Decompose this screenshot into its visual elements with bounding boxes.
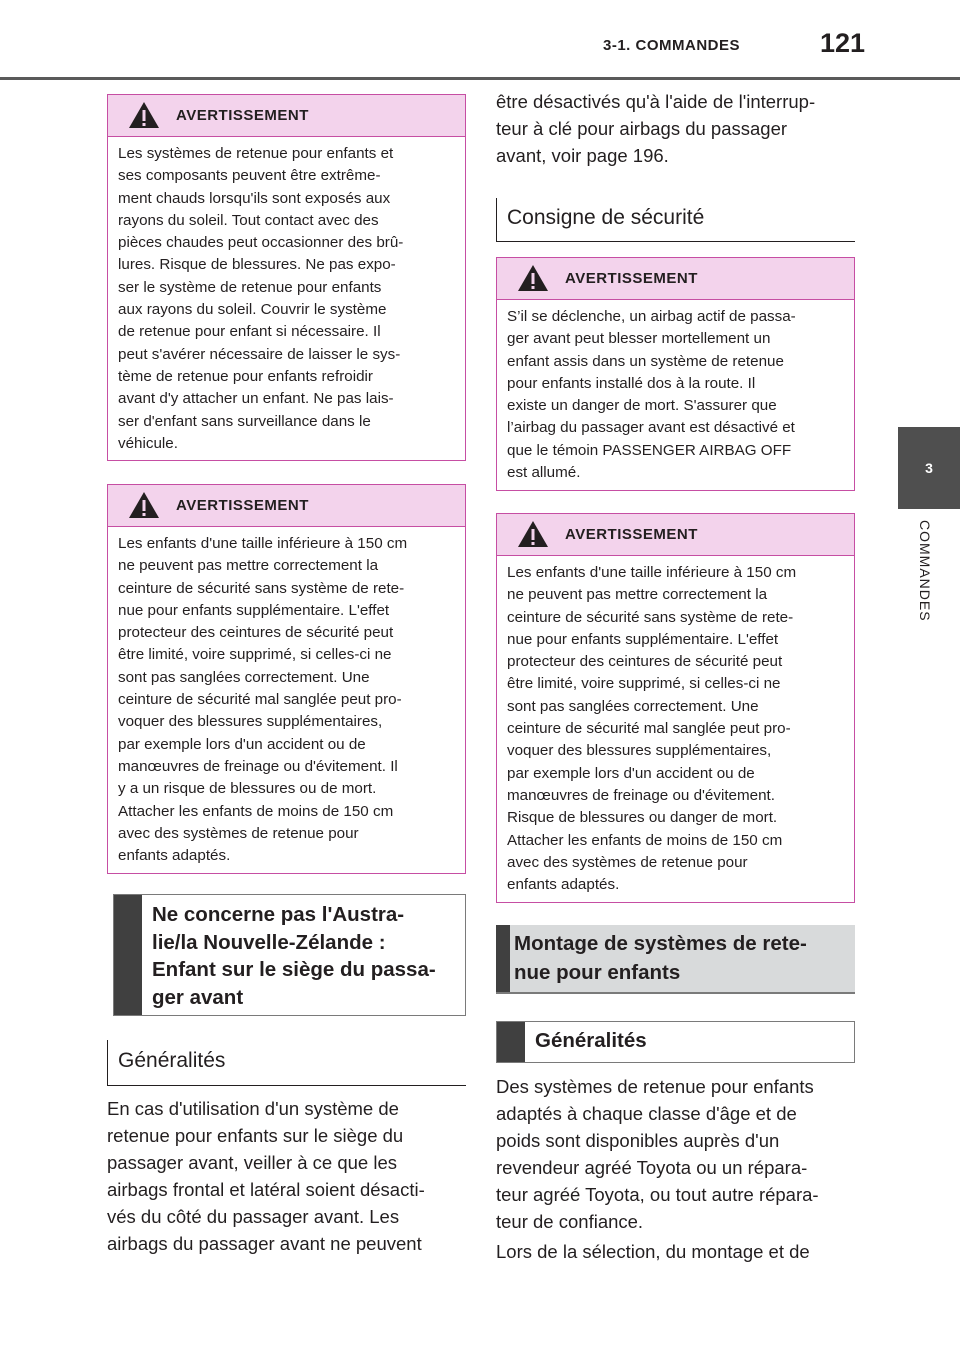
text-line: Les enfants d'une taille inférieure à 150 cm [118, 535, 408, 552]
section-heading-front-seat [113, 894, 466, 1016]
text-line: peut s'avérer nécessaire de laisser le sys- [118, 345, 401, 363]
text-line: de retenue pour enfant si nécessaire. Il [118, 323, 381, 341]
text-line: ser le système de retenue pour enfants [118, 278, 382, 296]
text-line: protecteur des ceintures de sécurité peut [507, 653, 783, 671]
text-line: rayons du soleil. Tout contact avec des [118, 211, 379, 229]
text-line: teur à clé pour airbags du passager [496, 118, 788, 139]
text-line: avant, voir page 196. [496, 145, 669, 166]
text-line: poids sont disponibles auprès d'un [496, 1130, 780, 1151]
text-line: ceinture de sécurité sans système de rete- [118, 579, 405, 597]
warning-header [497, 514, 854, 556]
warning-box-airbag [496, 257, 855, 491]
heading-bar [496, 925, 510, 992]
text-line: revendeur agréé Toyota ou un répara- [496, 1157, 808, 1178]
text-line: Attacher les enfants de moins de 150 cm [507, 831, 783, 849]
paragraph-availability [496, 1073, 856, 1235]
text-line: Les enfants d'une taille inférieure à 150 cm [507, 564, 797, 581]
warning-header [108, 95, 465, 137]
warning-triangle-icon [517, 520, 549, 548]
text-line: ceinture de sécurité mal sanglée peut pro- [507, 720, 791, 738]
text-line: vés du côté du passager avant. Les [107, 1206, 400, 1227]
text-line: véhicule. [118, 434, 178, 452]
heading-line: nue pour enfants [514, 961, 681, 984]
text-line: avec des systèmes de retenue pour [507, 853, 748, 871]
text-line: est allumé. [507, 464, 581, 482]
text-line: enfant assis dans un système de retenue [507, 352, 784, 370]
text-line: ceinture de sécurité sans système de rete- [507, 608, 794, 626]
text-line: En cas d'utilisation d'un système de [107, 1098, 399, 1119]
warning-title: AVERTISSEMENT [176, 497, 309, 514]
text-line: nue pour enfants supplémentaire. L'effet [118, 601, 390, 619]
warning-triangle-icon [517, 264, 549, 292]
warning-text [497, 556, 854, 896]
text-line: sont pas sanglées correctement. Une [507, 697, 759, 715]
header-divider [0, 77, 960, 80]
text-line: être limité, voire supprimé, si celles-ci ne [118, 646, 392, 664]
text-line: retenue pour enfants sur le siège du [107, 1125, 404, 1146]
warning-title: AVERTISSEMENT [565, 270, 698, 287]
paragraph-front-seat [107, 1095, 467, 1257]
chapter-label: COMMANDES [917, 520, 933, 622]
heading-line: ger avant [152, 985, 244, 1009]
heading-line: Ne concerne pas l'Austra- [152, 903, 405, 926]
text-line: adaptés à chaque classe d'âge et de [496, 1103, 797, 1124]
text-line: manœuvres de freinage ou d'évitement. [507, 786, 775, 804]
warning-triangle-icon [128, 491, 160, 519]
text-line: l’airbag du passager avant est désactivé et [507, 419, 795, 437]
paragraph-selection [496, 1238, 856, 1265]
subheading-safety: Consigne de sécurité [496, 198, 855, 242]
text-line: teur de confiance. [496, 1211, 644, 1232]
heading-bar [497, 1022, 525, 1062]
page-number: 121 [820, 28, 866, 58]
heading-bar [114, 895, 142, 1015]
text-line: nue pour enfants supplémentaire. L'effet [507, 630, 779, 648]
warning-text [108, 137, 465, 455]
text-line: que le témoin PASSENGER AIRBAG OFF [507, 441, 792, 459]
text-line: airbags frontal et latéral soient désacti- [107, 1179, 425, 1200]
heading-line: lie/la Nouvelle-Zélande : [152, 930, 386, 954]
warning-box-heat [107, 94, 466, 461]
text-line: manœuvres de freinage ou d'évitement. Il [118, 757, 398, 775]
text-line: être désactivés qu'à l'aide de l'interrup- [496, 91, 816, 112]
text-line: enfants adaptés. [118, 847, 231, 865]
chapter-tab: 3 [898, 427, 960, 509]
text-line: ceinture de sécurité mal sanglée peut pro- [118, 691, 402, 709]
text-line: teur agréé Toyota, ou tout autre répara- [496, 1184, 819, 1205]
warning-triangle-icon [128, 101, 160, 129]
text-line: aux rayons du soleil. Couvrir le système [118, 301, 387, 319]
heading-text: Généralités [535, 1029, 647, 1052]
heading-line: Montage de systèmes de rete- [514, 932, 807, 955]
text-line: ne peuvent pas mettre correctement la [118, 557, 379, 575]
text-line: Risque de blessures ou danger de mort. [507, 809, 778, 827]
page-header [0, 0, 960, 80]
warning-box-seatbelt-2 [496, 513, 855, 903]
text-line: passager avant, veiller à ce que les [107, 1152, 398, 1173]
warning-box-seatbelt [107, 484, 466, 874]
warning-header [108, 485, 465, 527]
text-line: avec des systèmes de retenue pour [118, 824, 359, 842]
text-line: Les systèmes de retenue pour enfants et [118, 145, 394, 162]
text-line: par exemple lors d'un accident ou de [118, 735, 366, 753]
warning-title: AVERTISSEMENT [565, 526, 698, 543]
text-line: y a un risque de blessures ou de mort. [118, 780, 377, 798]
paragraph-continued [496, 88, 856, 169]
subheading-generalites: Généralités [107, 1040, 466, 1086]
text-line: sont pas sanglées correctement. Une [118, 668, 370, 686]
text-line: pièces chaudes peut occasionner des brû- [118, 234, 404, 252]
text-line: lures. Risque de blessures. Ne pas expo- [118, 256, 396, 274]
heading-line: Enfant sur le siège du passa- [152, 958, 436, 981]
section-heading-mounting [496, 925, 855, 994]
section-title: 3-1. COMMANDES [603, 37, 741, 54]
text-line: par exemple lors d'un accident ou de [507, 764, 755, 782]
text-line: être limité, voire supprimé, si celles-ci ne [507, 675, 781, 693]
warning-header [497, 258, 854, 300]
text-line: ment chauds lorsqu'ils sont exposés aux [118, 189, 391, 207]
warning-title: AVERTISSEMENT [176, 107, 309, 124]
text-line: Lors de la sélection, du montage et de [496, 1241, 810, 1262]
text-line: ses composants peuvent être extrême- [118, 167, 381, 185]
text-line: existe un danger de mort. S'assurer que [507, 397, 777, 415]
text-line: tème de retenue pour enfants refroidir [118, 367, 373, 385]
warning-text [108, 527, 465, 867]
text-line: Attacher les enfants de moins de 150 cm [118, 802, 394, 820]
text-line: pour enfants installé dos à la route. Il [507, 374, 756, 392]
warning-text [497, 300, 854, 484]
text-line: S’il se déclenche, un airbag actif de passa- [507, 308, 796, 325]
section-heading-generalites [496, 1021, 855, 1063]
text-line: enfants adaptés. [507, 876, 620, 894]
text-line: airbags du passager avant ne peuvent [107, 1233, 422, 1254]
heading-text [152, 901, 436, 1011]
text-line: ser d'enfant sans surveillance dans le [118, 412, 371, 430]
text-line: ne peuvent pas mettre correctement la [507, 586, 768, 604]
text-line: ger avant peut blesser mortellement un [507, 330, 771, 348]
text-line: avant d'y attacher un enfant. Ne pas lais- [118, 390, 394, 408]
text-line: voquer des blessures supplémentaires, [507, 742, 772, 760]
heading-text [514, 929, 807, 987]
text-line: voquer des blessures supplémentaires, [118, 713, 383, 731]
text-line: Des systèmes de retenue pour enfants [496, 1076, 814, 1097]
text-line: protecteur des ceintures de sécurité peut [118, 624, 394, 642]
